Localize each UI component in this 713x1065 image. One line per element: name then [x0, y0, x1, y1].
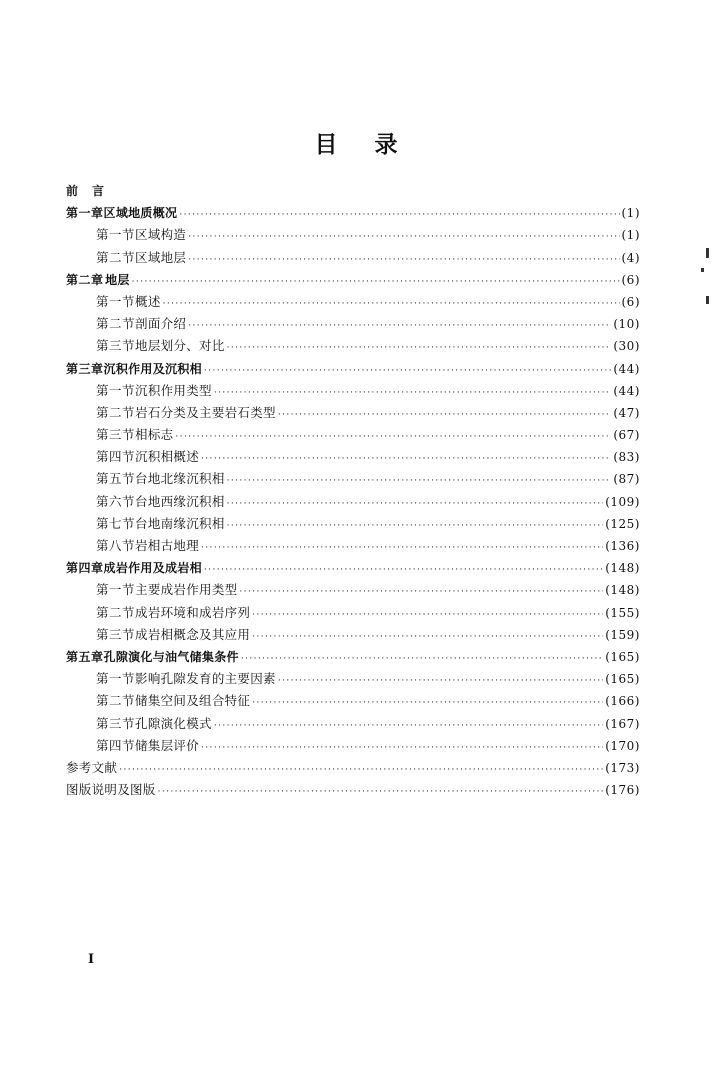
- scan-margin-mark: [706, 248, 709, 258]
- toc-entry-page: (109): [605, 494, 640, 509]
- toc-entry-label: 第四节: [96, 737, 136, 753]
- preface-part2: 言: [92, 184, 105, 198]
- toc-entry-chapter[interactable]: [66, 646, 640, 668]
- toc-entry-title: 成岩相概念及其应用: [135, 626, 251, 642]
- toc-entry-chapter[interactable]: [66, 269, 640, 291]
- page-title-part1: 目: [314, 132, 339, 158]
- toc-entry-title: 概述: [135, 293, 161, 309]
- toc-entry-label: 第三章: [66, 361, 104, 376]
- toc-entry-page: (83): [613, 450, 640, 465]
- page-title: [0, 130, 713, 160]
- toc-dot-leader: [158, 781, 604, 803]
- toc-entry-page: (4): [621, 250, 640, 265]
- toc-entry-page: (6): [621, 272, 640, 287]
- toc-dot-leader: [227, 515, 604, 537]
- page-number: I: [88, 952, 95, 967]
- toc-entry-label: 第一节: [96, 382, 136, 398]
- toc-entry-section[interactable]: [66, 535, 640, 557]
- toc-entries: [66, 202, 640, 801]
- toc-entry-section[interactable]: [66, 380, 640, 402]
- toc-entry-label: 第三节: [96, 427, 136, 443]
- toc-entry-section[interactable]: [66, 424, 640, 446]
- toc-entry-label: 第三节: [96, 338, 136, 354]
- toc-entry-title: 区域构造: [135, 227, 187, 243]
- toc-dot-leader: [227, 470, 612, 492]
- toc-entry-label: 第一节: [96, 582, 136, 598]
- toc-dot-leader: [214, 715, 603, 737]
- toc-entry-section[interactable]: [66, 624, 640, 646]
- toc-entry-section[interactable]: [66, 735, 640, 757]
- toc-entry-page: (165): [605, 672, 640, 687]
- toc-dot-leader: [278, 670, 603, 692]
- toc-entry-page: (159): [605, 627, 640, 642]
- toc-entry-title: 储集空间及组合特征: [135, 693, 251, 709]
- toc-entry-title: 沉积作用类型: [135, 382, 212, 398]
- toc-entry-label: 第二节: [96, 249, 136, 265]
- toc-dot-leader: [201, 448, 611, 470]
- toc-entry-title: 岩相古地理: [135, 538, 200, 553]
- toc-entry-label: 第六节: [96, 493, 136, 509]
- toc-entry-title: 剖面介绍: [135, 316, 187, 332]
- toc-entry-label: 第三节: [96, 715, 136, 731]
- toc-entry-page: (167): [605, 716, 640, 731]
- toc-entry-section[interactable]: [66, 513, 640, 535]
- toc-entry-title: 影响孔隙发育的主要因素: [135, 671, 276, 687]
- toc-entry-label: 第一节: [96, 671, 136, 687]
- toc-entry-page: (87): [613, 472, 640, 487]
- toc-entry-label: 第五节: [96, 471, 136, 487]
- toc-dot-leader: [252, 692, 603, 714]
- toc-entry-label: 第二节: [96, 604, 136, 620]
- toc-entry-title: 储集层评价: [135, 737, 200, 753]
- toc-entry-page: (166): [605, 694, 640, 709]
- toc-entry-section[interactable]: [66, 291, 640, 313]
- toc-entry-chapter[interactable]: [66, 202, 640, 224]
- toc-entry-label: 第五章: [66, 649, 104, 664]
- toc-entry-plain[interactable]: [66, 779, 640, 801]
- toc-dot-leader: [204, 360, 611, 382]
- toc-dot-leader: [227, 493, 604, 515]
- toc-entry-title: 孔隙演化模式: [135, 715, 212, 731]
- toc-entry-title: 成岩作用及成岩相: [103, 561, 202, 576]
- toc-dot-leader: [214, 382, 612, 404]
- toc-dot-leader: [204, 559, 603, 581]
- toc-entry-title: 沉积相概述: [135, 449, 200, 465]
- toc-entry-label: 第二节: [96, 693, 136, 709]
- toc-entry-page: (44): [613, 361, 640, 376]
- toc-entry-plain[interactable]: [66, 757, 640, 779]
- toc-dot-leader: [241, 648, 603, 670]
- preface-part1: 前: [66, 184, 79, 198]
- toc-entry-label: 第四章: [66, 561, 104, 576]
- toc-dot-leader: [188, 226, 619, 248]
- toc-dot-leader: [188, 249, 619, 271]
- toc-dot-leader: [119, 759, 603, 781]
- toc-entry-page: (155): [605, 605, 640, 620]
- toc-entry-section[interactable]: [66, 224, 640, 246]
- toc-entry-section[interactable]: [66, 690, 640, 712]
- toc-entry-page: (148): [605, 561, 640, 576]
- toc-entry-title: 区域地质概况: [103, 206, 178, 221]
- toc-entry-page: (1): [621, 228, 640, 243]
- toc-entry-label: 第四节: [96, 449, 136, 465]
- toc-entry-title: 台地西缘沉积相: [135, 493, 225, 509]
- toc-entry-page: (67): [613, 428, 640, 443]
- toc-dot-leader: [201, 537, 603, 559]
- toc-entry-page: (148): [605, 583, 640, 598]
- toc-entry-section[interactable]: [66, 446, 640, 468]
- toc-entry-chapter[interactable]: [66, 358, 640, 380]
- toc-entry-title: 相标志: [135, 427, 174, 443]
- toc-entry-page: (10): [613, 317, 640, 332]
- toc-entry-page: (6): [621, 294, 640, 309]
- toc-entry-label: 第二节: [96, 316, 136, 332]
- toc-entry-section[interactable]: [66, 468, 640, 490]
- toc-entry-title: 图版说明及图版: [66, 782, 156, 798]
- toc-entry-title: 区域地层: [135, 249, 187, 265]
- toc-entry-label: 第二节: [96, 404, 136, 420]
- toc-dot-leader: [175, 426, 611, 448]
- toc-preface[interactable]: [66, 180, 640, 202]
- toc-entry-title: 主要成岩作用类型: [135, 582, 238, 598]
- toc-entry-section[interactable]: [66, 491, 640, 513]
- toc-entry-section[interactable]: [66, 335, 640, 357]
- toc-entry-title: 参考文献: [66, 759, 118, 775]
- toc-entry-section[interactable]: [66, 602, 640, 624]
- toc-entry-title: 孔隙演化与油气储集条件: [103, 649, 239, 664]
- toc-entry-page: (173): [605, 760, 640, 775]
- toc-dot-leader: [239, 581, 603, 603]
- scan-margin-mark: [701, 268, 704, 272]
- toc-entry-label: 第八节: [96, 538, 136, 553]
- page-title-part2: 录: [374, 132, 399, 158]
- toc-entry-section[interactable]: [66, 247, 640, 269]
- toc-entry-title: 地层划分、对比: [135, 338, 225, 354]
- toc-entry-page: (1): [621, 206, 640, 221]
- toc-entry-label: 第二章: [66, 272, 104, 287]
- toc-entry-page: (176): [605, 783, 640, 798]
- toc-entry-section[interactable]: [66, 713, 640, 735]
- toc-entry-chapter[interactable]: [66, 557, 640, 579]
- toc-entry-page: (47): [613, 405, 640, 420]
- toc-entry-title: 成岩环境和成岩序列: [135, 604, 251, 620]
- toc-entry-title: 台地北缘沉积相: [135, 471, 225, 487]
- toc-dot-leader: [227, 337, 612, 359]
- toc-entry-title: 地层: [105, 272, 130, 287]
- table-of-contents: [66, 180, 640, 801]
- toc-entry-page: (44): [613, 383, 640, 398]
- toc-dot-leader: [278, 404, 612, 426]
- toc-entry-page: (165): [605, 649, 640, 664]
- toc-entry-title: 沉积作用及沉积相: [103, 361, 202, 376]
- toc-entry-title: 岩石分类及主要岩石类型: [135, 404, 276, 420]
- toc-entry-label: 第一节: [96, 293, 136, 309]
- toc-entry-page: (136): [605, 539, 640, 553]
- toc-entry-page: (170): [605, 738, 640, 753]
- toc-entry-label: 第三节: [96, 626, 136, 642]
- toc-dot-leader: [201, 737, 603, 759]
- toc-entry-label: 第一节: [96, 227, 136, 243]
- toc-dot-leader: [179, 204, 619, 226]
- scan-margin-mark: [706, 296, 709, 304]
- toc-dot-leader: [188, 315, 611, 337]
- toc-dot-leader: [252, 626, 603, 648]
- toc-dot-leader: [132, 271, 620, 293]
- toc-dot-leader: [252, 604, 603, 626]
- toc-entry-section[interactable]: [66, 402, 640, 424]
- toc-dot-leader: [163, 293, 620, 315]
- toc-entry-section[interactable]: [66, 313, 640, 335]
- toc-entry-label: 第七节: [96, 515, 136, 531]
- toc-entry-section[interactable]: [66, 579, 640, 601]
- toc-entry-label: 第一章: [66, 206, 104, 221]
- toc-entry-page: (30): [613, 339, 640, 354]
- toc-entry-section[interactable]: [66, 668, 640, 690]
- toc-entry-title: 台地南缘沉积相: [135, 515, 225, 531]
- toc-entry-page: (125): [605, 516, 640, 531]
